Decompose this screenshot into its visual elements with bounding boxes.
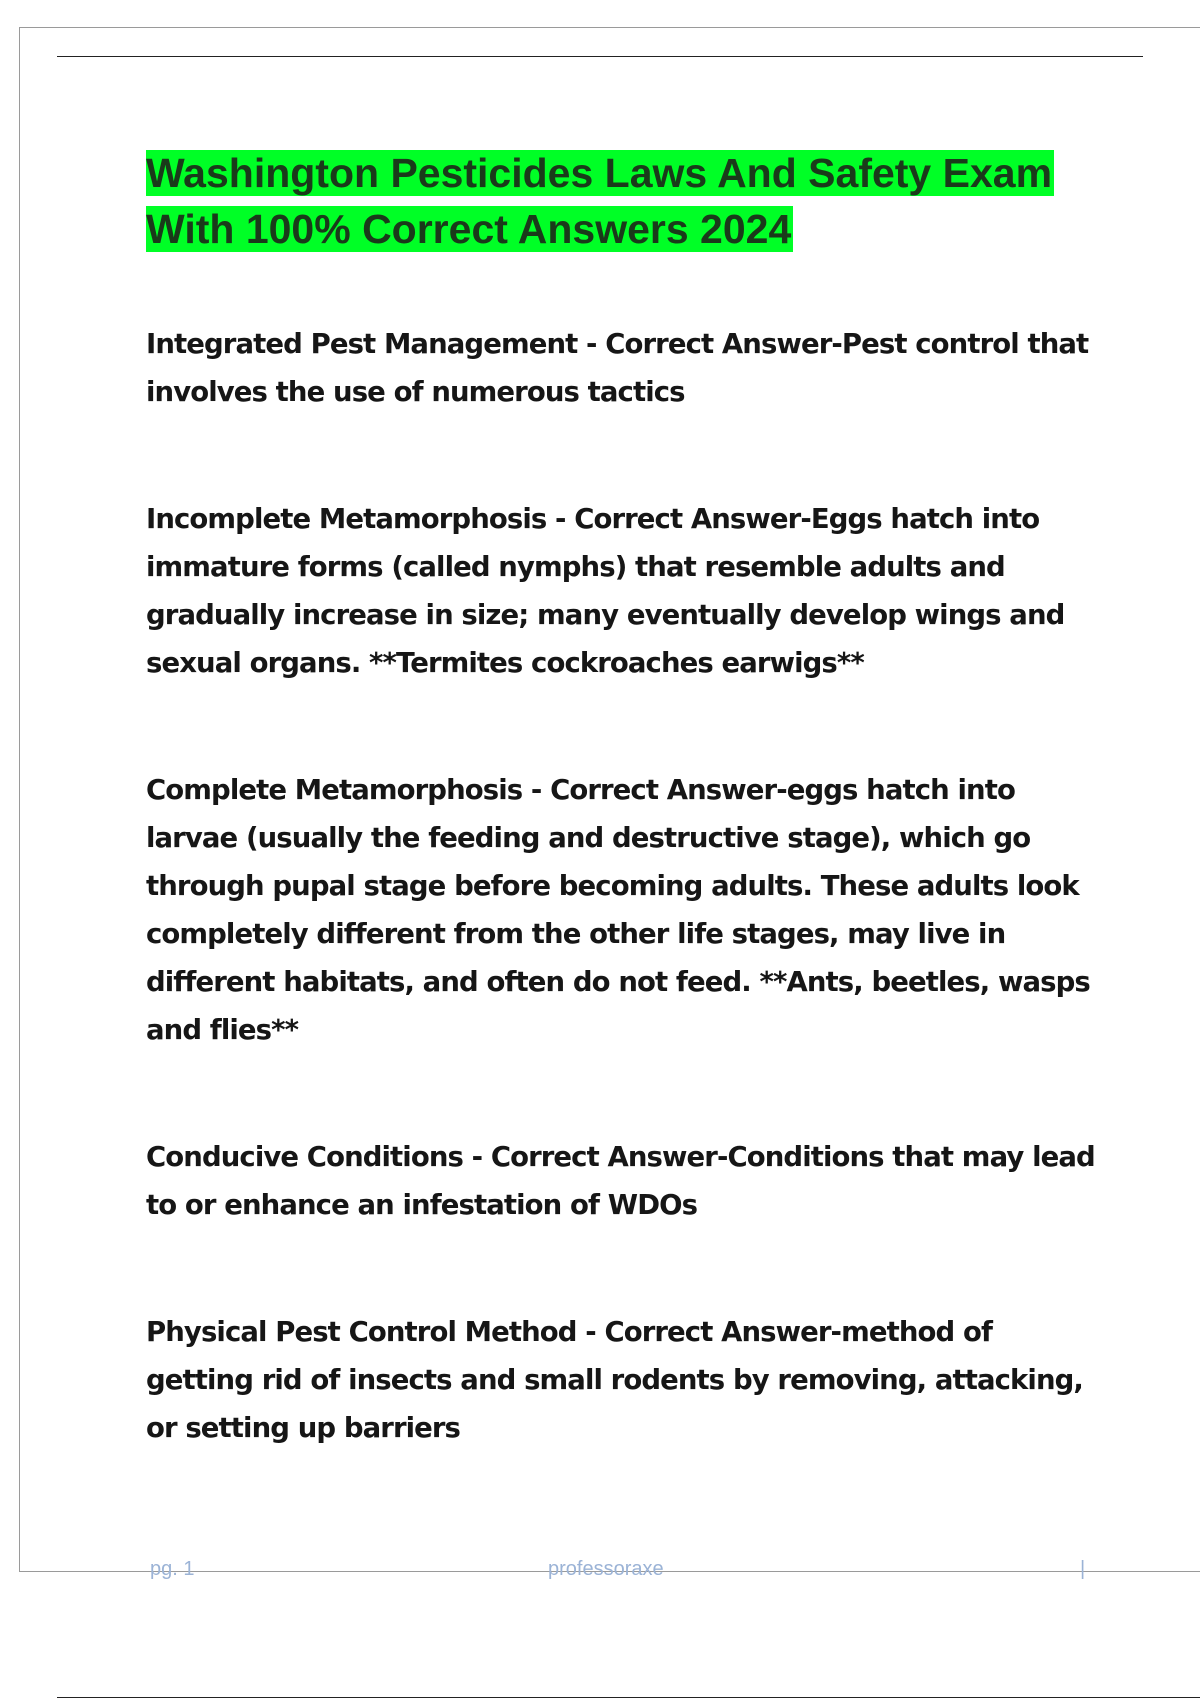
- top-rule: [57, 56, 1143, 57]
- footer-brand: professoraxe: [548, 1558, 664, 1580]
- page-footer: [0, 1558, 1200, 1588]
- footer-separator: |: [1080, 1558, 1086, 1580]
- qa-list: [146, 320, 1096, 1452]
- document-title: [146, 145, 1086, 257]
- qa-entry-integrated-pest-management: Integrated Pest Management - Correct Answer-Pest control that involves the use of numerous tactics: [146, 328, 1089, 408]
- qa-entry-complete-metamorphosis: Complete Metamorphosis - Correct Answer-eggs hatch into larvae (usually the feeding and destructive stage), which go through pupal stage before becoming adults. These adults look completely different from the other life stages, may live in different habitats, and often do not feed. **Ants, beetles, wasps and flies**: [146, 774, 1090, 1046]
- title-highlight: Washington Pesticides Laws And Safety Exam With 100% Correct Answers 2024: [146, 150, 1053, 252]
- qa-entry-physical-pest-control: Physical Pest Control Method - Correct Answer-method of getting rid of insects and small rodents by removing, attacking, or setting up barriers: [146, 1316, 1083, 1444]
- bottom-rule: [57, 1697, 1200, 1698]
- qa-entry-incomplete-metamorphosis: Incomplete Metamorphosis - Correct Answer-Eggs hatch into immature forms (called nymphs) that resemble adults and gradually increase in size; many eventually develop wings and sexual organs. **Termites cockroaches earwigs**: [146, 503, 1065, 679]
- qa-entry-conducive-conditions: Conducive Conditions - Correct Answer-Conditions that may lead to or enhance an infestation of WDOs: [146, 1141, 1095, 1221]
- footer-page-number: pg. 1: [150, 1558, 195, 1580]
